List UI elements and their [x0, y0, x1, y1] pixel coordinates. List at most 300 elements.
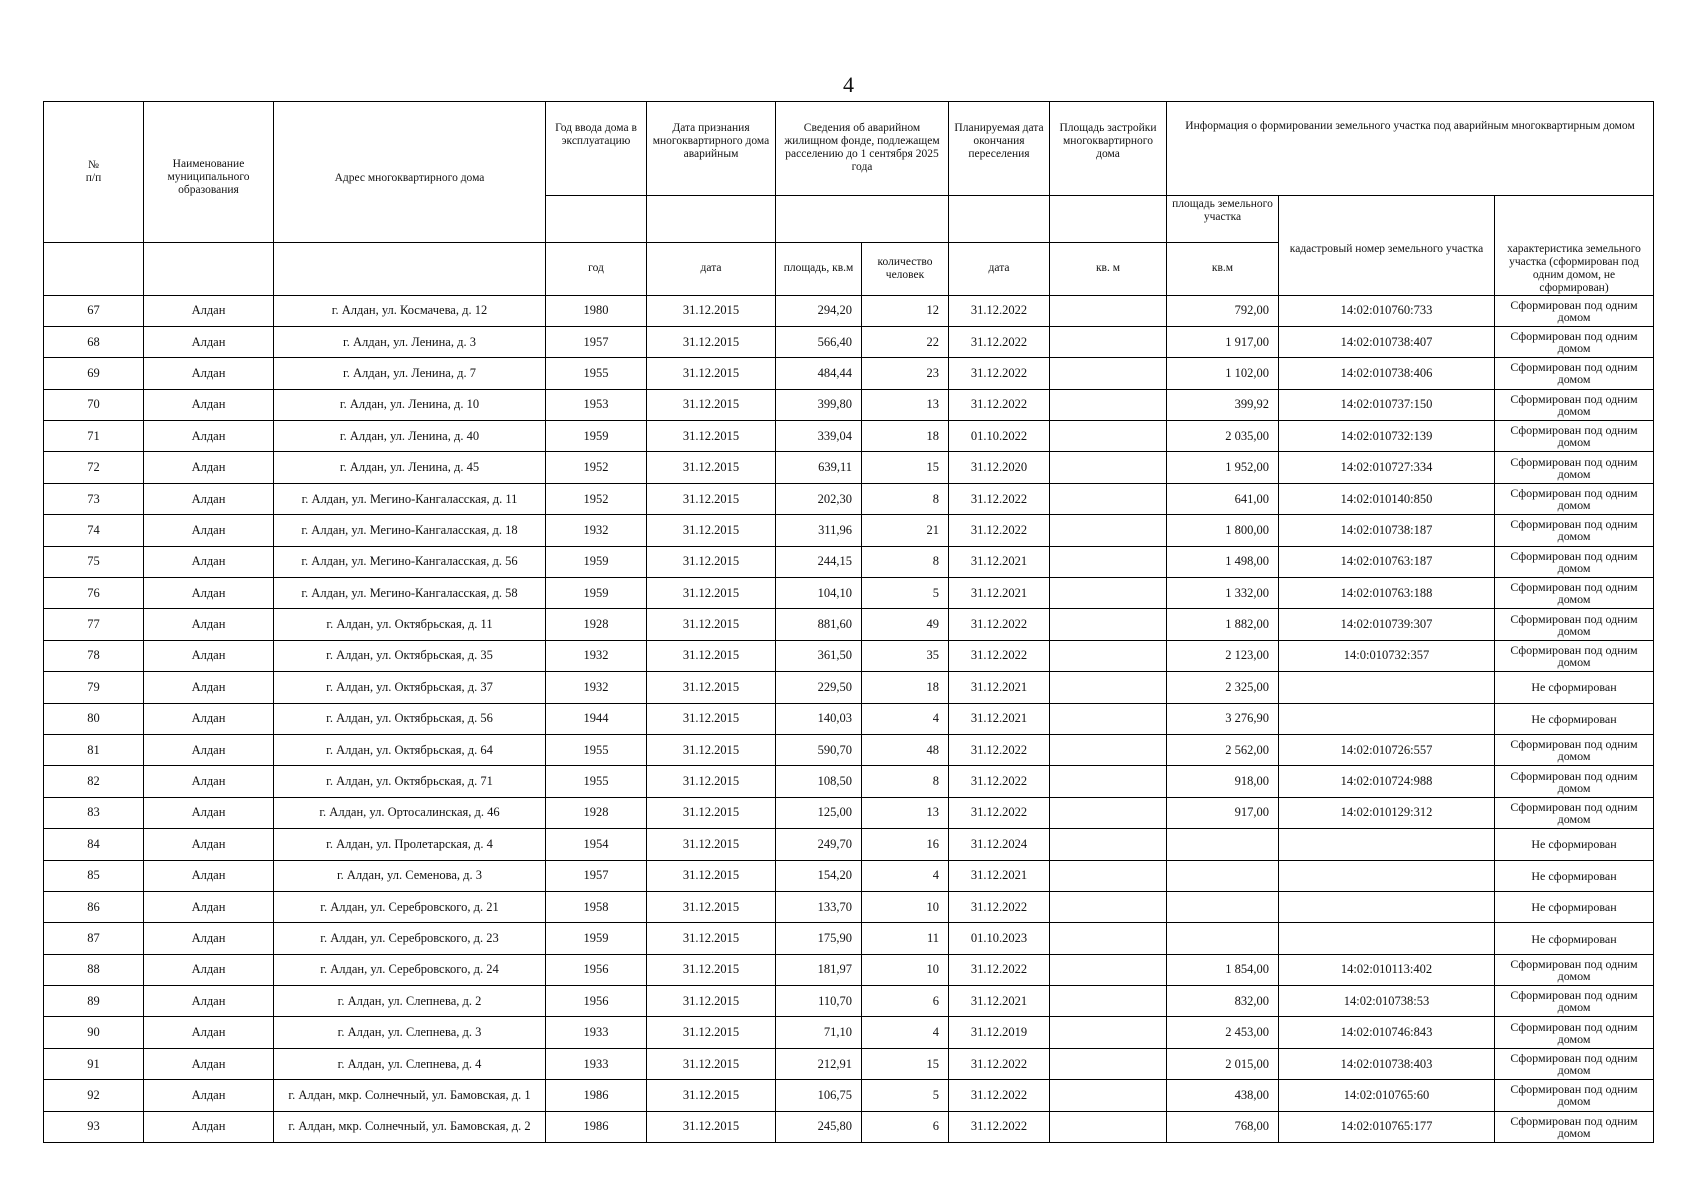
row-year: 1959 — [546, 546, 647, 577]
row-build-area — [1050, 891, 1167, 922]
row-emergency-date: 31.12.2015 — [647, 891, 776, 922]
row-people: 23 — [862, 358, 949, 389]
row-people: 5 — [862, 1080, 949, 1111]
row-number: 68 — [44, 326, 144, 357]
row-land-status: Сформирован под одним домом — [1495, 986, 1654, 1017]
row-emergency-date: 31.12.2015 — [647, 1111, 776, 1142]
row-address: г. Алдан, ул. Ленина, д. 7 — [274, 358, 546, 389]
row-build-area — [1050, 421, 1167, 452]
row-planned-end: 31.12.2021 — [949, 703, 1050, 734]
row-emergency-date: 31.12.2015 — [647, 734, 776, 765]
row-municipality: Алдан — [144, 986, 274, 1017]
row-cadastral: 14:02:010738:403 — [1279, 1048, 1495, 1079]
row-cadastral: 14:02:010140:850 — [1279, 483, 1495, 514]
row-emergency-date: 31.12.2015 — [647, 483, 776, 514]
row-land-area: 1 854,00 — [1167, 954, 1279, 985]
row-address: г. Алдан, ул. Мегино-Кангаласская, д. 56 — [274, 546, 546, 577]
row-area: 244,15 — [776, 546, 862, 577]
row-municipality: Алдан — [144, 860, 274, 891]
row-municipality: Алдан — [144, 797, 274, 828]
row-people: 4 — [862, 1017, 949, 1048]
row-year: 1932 — [546, 640, 647, 671]
header-cadastral: кадастровый номер земельного участка — [1279, 243, 1495, 296]
row-land-area — [1167, 829, 1279, 860]
table-row — [44, 483, 1654, 514]
row-build-area — [1050, 295, 1167, 326]
header-unit-sqm: кв. м — [1050, 243, 1167, 296]
row-people: 13 — [862, 389, 949, 420]
row-land-status: Сформирован под одним домом — [1495, 452, 1654, 483]
row-number: 74 — [44, 515, 144, 546]
row-build-area — [1050, 986, 1167, 1017]
header-build-area: Площадь застройки многоквартирного дома — [1050, 102, 1167, 196]
row-year: 1955 — [546, 734, 647, 765]
row-people: 48 — [862, 734, 949, 765]
row-address: г. Алдан, ул. Слепнева, д. 4 — [274, 1048, 546, 1079]
row-number: 70 — [44, 389, 144, 420]
row-build-area — [1050, 797, 1167, 828]
row-land-status: Сформирован под одним домом — [1495, 1017, 1654, 1048]
header-unit-year: год — [546, 243, 647, 296]
row-planned-end: 31.12.2019 — [949, 1017, 1050, 1048]
row-year: 1986 — [546, 1111, 647, 1142]
row-build-area — [1050, 452, 1167, 483]
header-unit-people: количество человек — [862, 243, 949, 296]
row-people: 8 — [862, 483, 949, 514]
row-people: 10 — [862, 954, 949, 985]
row-build-area — [1050, 1111, 1167, 1142]
table-row — [44, 295, 1654, 326]
header-gap-planned — [949, 196, 1050, 243]
table-row — [44, 672, 1654, 703]
row-year: 1932 — [546, 672, 647, 703]
row-cadastral: 14:02:010732:139 — [1279, 421, 1495, 452]
row-land-status: Сформирован под одним домом — [1495, 609, 1654, 640]
row-cadastral: 14:02:010738:407 — [1279, 326, 1495, 357]
row-emergency-date: 31.12.2015 — [647, 1048, 776, 1079]
row-cadastral: 14:02:010763:188 — [1279, 578, 1495, 609]
header-land-area: площадь земельного участка — [1167, 196, 1279, 243]
row-address: г. Алдан, ул. Слепнева, д. 3 — [274, 1017, 546, 1048]
row-year: 1933 — [546, 1017, 647, 1048]
row-number: 80 — [44, 703, 144, 734]
row-land-area: 1 952,00 — [1167, 452, 1279, 483]
row-land-area: 768,00 — [1167, 1111, 1279, 1142]
row-people: 4 — [862, 703, 949, 734]
table-row — [44, 389, 1654, 420]
row-build-area — [1050, 860, 1167, 891]
row-area: 104,10 — [776, 578, 862, 609]
row-planned-end: 31.12.2022 — [949, 358, 1050, 389]
row-cadastral: 14:02:010763:187 — [1279, 546, 1495, 577]
row-land-status: Сформирован под одним домом — [1495, 640, 1654, 671]
row-build-area — [1050, 954, 1167, 985]
row-emergency-date: 31.12.2015 — [647, 609, 776, 640]
row-land-status: Сформирован под одним домом — [1495, 766, 1654, 797]
row-cadastral — [1279, 829, 1495, 860]
row-build-area — [1050, 609, 1167, 640]
row-municipality: Алдан — [144, 1048, 274, 1079]
row-area: 175,90 — [776, 923, 862, 954]
row-emergency-date: 31.12.2015 — [647, 986, 776, 1017]
header-unit-end-date: дата — [949, 243, 1050, 296]
row-cadastral — [1279, 923, 1495, 954]
row-year: 1928 — [546, 609, 647, 640]
row-year: 1957 — [546, 326, 647, 357]
row-municipality: Алдан — [144, 483, 274, 514]
row-people: 15 — [862, 1048, 949, 1079]
row-municipality: Алдан — [144, 672, 274, 703]
header-municipality: Наименование муниципального образования — [144, 102, 274, 243]
row-planned-end: 31.12.2022 — [949, 766, 1050, 797]
row-land-area: 792,00 — [1167, 295, 1279, 326]
row-planned-end: 31.12.2021 — [949, 546, 1050, 577]
row-municipality: Алдан — [144, 326, 274, 357]
row-build-area — [1050, 923, 1167, 954]
row-build-area — [1050, 515, 1167, 546]
row-year: 1932 — [546, 515, 647, 546]
row-number: 82 — [44, 766, 144, 797]
row-people: 4 — [862, 860, 949, 891]
table-row — [44, 766, 1654, 797]
row-cadastral: 14:0:010732:357 — [1279, 640, 1495, 671]
row-number: 88 — [44, 954, 144, 985]
row-land-status: Не сформирован — [1495, 829, 1654, 860]
row-people: 8 — [862, 766, 949, 797]
row-planned-end: 01.10.2022 — [949, 421, 1050, 452]
row-land-area: 1 102,00 — [1167, 358, 1279, 389]
header-num: № п/п — [44, 102, 144, 243]
row-year: 1928 — [546, 797, 647, 828]
row-cadastral — [1279, 891, 1495, 922]
row-year: 1958 — [546, 891, 647, 922]
table-body — [44, 295, 1654, 1143]
row-land-area: 2 562,00 — [1167, 734, 1279, 765]
row-area: 361,50 — [776, 640, 862, 671]
row-planned-end: 31.12.2022 — [949, 515, 1050, 546]
row-build-area — [1050, 1080, 1167, 1111]
row-area: 106,75 — [776, 1080, 862, 1111]
row-people: 5 — [862, 578, 949, 609]
header-unit-num-blank — [44, 243, 144, 296]
row-planned-end: 31.12.2022 — [949, 891, 1050, 922]
row-number: 81 — [44, 734, 144, 765]
row-municipality: Алдан — [144, 421, 274, 452]
row-planned-end: 31.12.2022 — [949, 1111, 1050, 1142]
row-land-status: Сформирован под одним домом — [1495, 1048, 1654, 1079]
row-land-area: 399,92 — [1167, 389, 1279, 420]
row-emergency-date: 31.12.2015 — [647, 860, 776, 891]
row-address: г. Алдан, ул. Октябрьская, д. 64 — [274, 734, 546, 765]
row-address: г. Алдан, ул. Семенова, д. 3 — [274, 860, 546, 891]
table-row — [44, 1080, 1654, 1111]
table-row — [44, 797, 1654, 828]
header-address: Адрес многоквартирного дома — [274, 102, 546, 243]
header-planned-end: Планируемая дата окончания переселения — [949, 102, 1050, 196]
header-land-status: характеристика земельного участка (сформирован под одним домом, не сформирован) — [1495, 243, 1654, 296]
table-row — [44, 986, 1654, 1017]
row-area: 294,20 — [776, 295, 862, 326]
row-address: г. Алдан, ул. Серебровского, д. 24 — [274, 954, 546, 985]
header-unit-area: площадь, кв.м — [776, 243, 862, 296]
row-area: 133,70 — [776, 891, 862, 922]
row-municipality: Алдан — [144, 734, 274, 765]
row-number: 83 — [44, 797, 144, 828]
row-people: 35 — [862, 640, 949, 671]
row-year: 1944 — [546, 703, 647, 734]
row-municipality: Алдан — [144, 703, 274, 734]
row-year: 1957 — [546, 860, 647, 891]
row-area: 154,20 — [776, 860, 862, 891]
table-row — [44, 954, 1654, 985]
row-land-status: Сформирован под одним домом — [1495, 421, 1654, 452]
row-emergency-date: 31.12.2015 — [647, 546, 776, 577]
row-land-area: 438,00 — [1167, 1080, 1279, 1111]
row-build-area — [1050, 483, 1167, 514]
row-area: 110,70 — [776, 986, 862, 1017]
row-land-area — [1167, 860, 1279, 891]
row-year: 1955 — [546, 766, 647, 797]
row-address: г. Алдан, ул. Октябрьская, д. 11 — [274, 609, 546, 640]
row-municipality: Алдан — [144, 1017, 274, 1048]
row-address: г. Алдан, ул. Ленина, д. 45 — [274, 452, 546, 483]
row-cadastral: 14:02:010738:53 — [1279, 986, 1495, 1017]
row-cadastral: 14:02:010765:60 — [1279, 1080, 1495, 1111]
row-number: 73 — [44, 483, 144, 514]
row-number: 84 — [44, 829, 144, 860]
row-land-area: 1 498,00 — [1167, 546, 1279, 577]
row-land-status: Сформирован под одним домом — [1495, 326, 1654, 357]
row-address: г. Алдан, ул. Октябрьская, д. 35 — [274, 640, 546, 671]
row-land-area: 1 332,00 — [1167, 578, 1279, 609]
row-address: г. Алдан, ул. Мегино-Кангаласская, д. 11 — [274, 483, 546, 514]
row-land-status: Сформирован под одним домом — [1495, 954, 1654, 985]
row-address: г. Алдан, мкр. Солнечный, ул. Бамовская, д. 2 — [274, 1111, 546, 1142]
row-area: 339,04 — [776, 421, 862, 452]
row-cadastral — [1279, 703, 1495, 734]
row-planned-end: 31.12.2022 — [949, 640, 1050, 671]
row-land-area: 1 800,00 — [1167, 515, 1279, 546]
row-build-area — [1050, 672, 1167, 703]
row-year: 1956 — [546, 986, 647, 1017]
row-land-area: 3 276,90 — [1167, 703, 1279, 734]
row-area: 140,03 — [776, 703, 862, 734]
row-cadastral: 14:02:010724:988 — [1279, 766, 1495, 797]
row-address: г. Алдан, ул. Октябрьская, д. 56 — [274, 703, 546, 734]
header-gap-date — [647, 196, 776, 243]
row-cadastral: 14:02:010760:733 — [1279, 295, 1495, 326]
row-land-area: 1 882,00 — [1167, 609, 1279, 640]
row-municipality: Алдан — [144, 829, 274, 860]
row-land-area — [1167, 891, 1279, 922]
row-municipality: Алдан — [144, 1080, 274, 1111]
table-row — [44, 421, 1654, 452]
row-number: 93 — [44, 1111, 144, 1142]
row-land-area: 2 015,00 — [1167, 1048, 1279, 1079]
row-number: 67 — [44, 295, 144, 326]
row-planned-end: 31.12.2024 — [949, 829, 1050, 860]
row-number: 89 — [44, 986, 144, 1017]
row-land-status: Сформирован под одним домом — [1495, 1080, 1654, 1111]
row-build-area — [1050, 578, 1167, 609]
header-emergency-date: Дата признания многоквартирного дома аварийным — [647, 102, 776, 196]
row-emergency-date: 31.12.2015 — [647, 578, 776, 609]
row-address: г. Алдан, мкр. Солнечный, ул. Бамовская, д. 1 — [274, 1080, 546, 1111]
row-emergency-date: 31.12.2015 — [647, 829, 776, 860]
header-cadastral-top — [1279, 196, 1495, 243]
table-row — [44, 891, 1654, 922]
row-number: 72 — [44, 452, 144, 483]
row-land-status: Не сформирован — [1495, 860, 1654, 891]
row-number: 69 — [44, 358, 144, 389]
table-row — [44, 703, 1654, 734]
row-area: 484,44 — [776, 358, 862, 389]
row-people: 49 — [862, 609, 949, 640]
row-planned-end: 01.10.2023 — [949, 923, 1050, 954]
row-municipality: Алдан — [144, 1111, 274, 1142]
row-land-status: Сформирован под одним домом — [1495, 546, 1654, 577]
row-land-area: 2 123,00 — [1167, 640, 1279, 671]
row-area: 311,96 — [776, 515, 862, 546]
row-number: 90 — [44, 1017, 144, 1048]
row-cadastral: 14:02:010129:312 — [1279, 797, 1495, 828]
row-year: 1933 — [546, 1048, 647, 1079]
row-number: 79 — [44, 672, 144, 703]
table-row — [44, 546, 1654, 577]
row-people: 11 — [862, 923, 949, 954]
row-area: 639,11 — [776, 452, 862, 483]
row-land-area: 2 325,00 — [1167, 672, 1279, 703]
row-planned-end: 31.12.2022 — [949, 483, 1050, 514]
row-number: 92 — [44, 1080, 144, 1111]
row-area: 399,80 — [776, 389, 862, 420]
header-gap-housing — [776, 196, 949, 243]
row-address: г. Алдан, ул. Октябрьская, д. 71 — [274, 766, 546, 797]
row-cadastral: 14:02:010746:843 — [1279, 1017, 1495, 1048]
row-year: 1955 — [546, 358, 647, 389]
row-municipality: Алдан — [144, 954, 274, 985]
row-build-area — [1050, 1048, 1167, 1079]
row-year: 1980 — [546, 295, 647, 326]
row-area: 245,80 — [776, 1111, 862, 1142]
row-emergency-date: 31.12.2015 — [647, 1080, 776, 1111]
row-area: 125,00 — [776, 797, 862, 828]
row-municipality: Алдан — [144, 891, 274, 922]
row-municipality: Алдан — [144, 389, 274, 420]
row-address: г. Алдан, ул. Ленина, д. 3 — [274, 326, 546, 357]
row-people: 10 — [862, 891, 949, 922]
row-land-status: Сформирован под одним домом — [1495, 734, 1654, 765]
row-people: 18 — [862, 421, 949, 452]
row-land-status: Сформирован под одним домом — [1495, 1111, 1654, 1142]
row-municipality: Алдан — [144, 578, 274, 609]
table-row — [44, 1017, 1654, 1048]
row-people: 18 — [862, 672, 949, 703]
row-build-area — [1050, 829, 1167, 860]
table-row — [44, 515, 1654, 546]
row-emergency-date: 31.12.2015 — [647, 421, 776, 452]
header-unit-addr-blank — [274, 243, 546, 296]
row-area: 71,10 — [776, 1017, 862, 1048]
row-address: г. Алдан, ул. Пролетарская, д. 4 — [274, 829, 546, 860]
header-unit-mo-blank — [144, 243, 274, 296]
row-build-area — [1050, 703, 1167, 734]
table-row — [44, 1111, 1654, 1142]
row-land-area: 918,00 — [1167, 766, 1279, 797]
row-cadastral: 14:02:010113:402 — [1279, 954, 1495, 985]
row-planned-end: 31.12.2022 — [949, 797, 1050, 828]
row-area: 566,40 — [776, 326, 862, 357]
row-municipality: Алдан — [144, 923, 274, 954]
row-address: г. Алдан, ул. Космачева, д. 12 — [274, 295, 546, 326]
row-number: 91 — [44, 1048, 144, 1079]
header-gap-year — [546, 196, 647, 243]
row-build-area — [1050, 326, 1167, 357]
row-people: 6 — [862, 986, 949, 1017]
table-row — [44, 452, 1654, 483]
row-year: 1953 — [546, 389, 647, 420]
row-people: 22 — [862, 326, 949, 357]
row-land-area: 1 917,00 — [1167, 326, 1279, 357]
row-municipality: Алдан — [144, 766, 274, 797]
row-land-area — [1167, 923, 1279, 954]
row-build-area — [1050, 358, 1167, 389]
row-land-status: Не сформирован — [1495, 891, 1654, 922]
row-number: 78 — [44, 640, 144, 671]
row-emergency-date: 31.12.2015 — [647, 1017, 776, 1048]
row-land-status: Не сформирован — [1495, 923, 1654, 954]
table-row — [44, 326, 1654, 357]
row-number: 86 — [44, 891, 144, 922]
row-planned-end: 31.12.2021 — [949, 672, 1050, 703]
row-land-status: Не сформирован — [1495, 703, 1654, 734]
row-municipality: Алдан — [144, 295, 274, 326]
table-row — [44, 578, 1654, 609]
row-emergency-date: 31.12.2015 — [647, 923, 776, 954]
row-area: 202,30 — [776, 483, 862, 514]
row-land-status: Сформирован под одним домом — [1495, 515, 1654, 546]
row-municipality: Алдан — [144, 640, 274, 671]
row-land-area: 641,00 — [1167, 483, 1279, 514]
row-cadastral: 14:02:010737:150 — [1279, 389, 1495, 420]
row-land-status: Сформирован под одним домом — [1495, 295, 1654, 326]
row-build-area — [1050, 734, 1167, 765]
row-emergency-date: 31.12.2015 — [647, 452, 776, 483]
row-build-area — [1050, 389, 1167, 420]
row-land-status: Сформирован под одним домом — [1495, 797, 1654, 828]
table-row — [44, 829, 1654, 860]
row-planned-end: 31.12.2022 — [949, 326, 1050, 357]
row-emergency-date: 31.12.2015 — [647, 703, 776, 734]
row-address: г. Алдан, ул. Серебровского, д. 23 — [274, 923, 546, 954]
row-address: г. Алдан, ул. Слепнева, д. 2 — [274, 986, 546, 1017]
row-build-area — [1050, 640, 1167, 671]
row-number: 76 — [44, 578, 144, 609]
row-emergency-date: 31.12.2015 — [647, 326, 776, 357]
table-row — [44, 860, 1654, 891]
row-address: г. Алдан, ул. Ленина, д. 40 — [274, 421, 546, 452]
row-planned-end: 31.12.2021 — [949, 860, 1050, 891]
table-row — [44, 923, 1654, 954]
row-year: 1959 — [546, 421, 647, 452]
row-area: 181,97 — [776, 954, 862, 985]
row-emergency-date: 31.12.2015 — [647, 389, 776, 420]
row-number: 77 — [44, 609, 144, 640]
table-row — [44, 609, 1654, 640]
row-year: 1959 — [546, 923, 647, 954]
row-emergency-date: 31.12.2015 — [647, 797, 776, 828]
table-row — [44, 734, 1654, 765]
